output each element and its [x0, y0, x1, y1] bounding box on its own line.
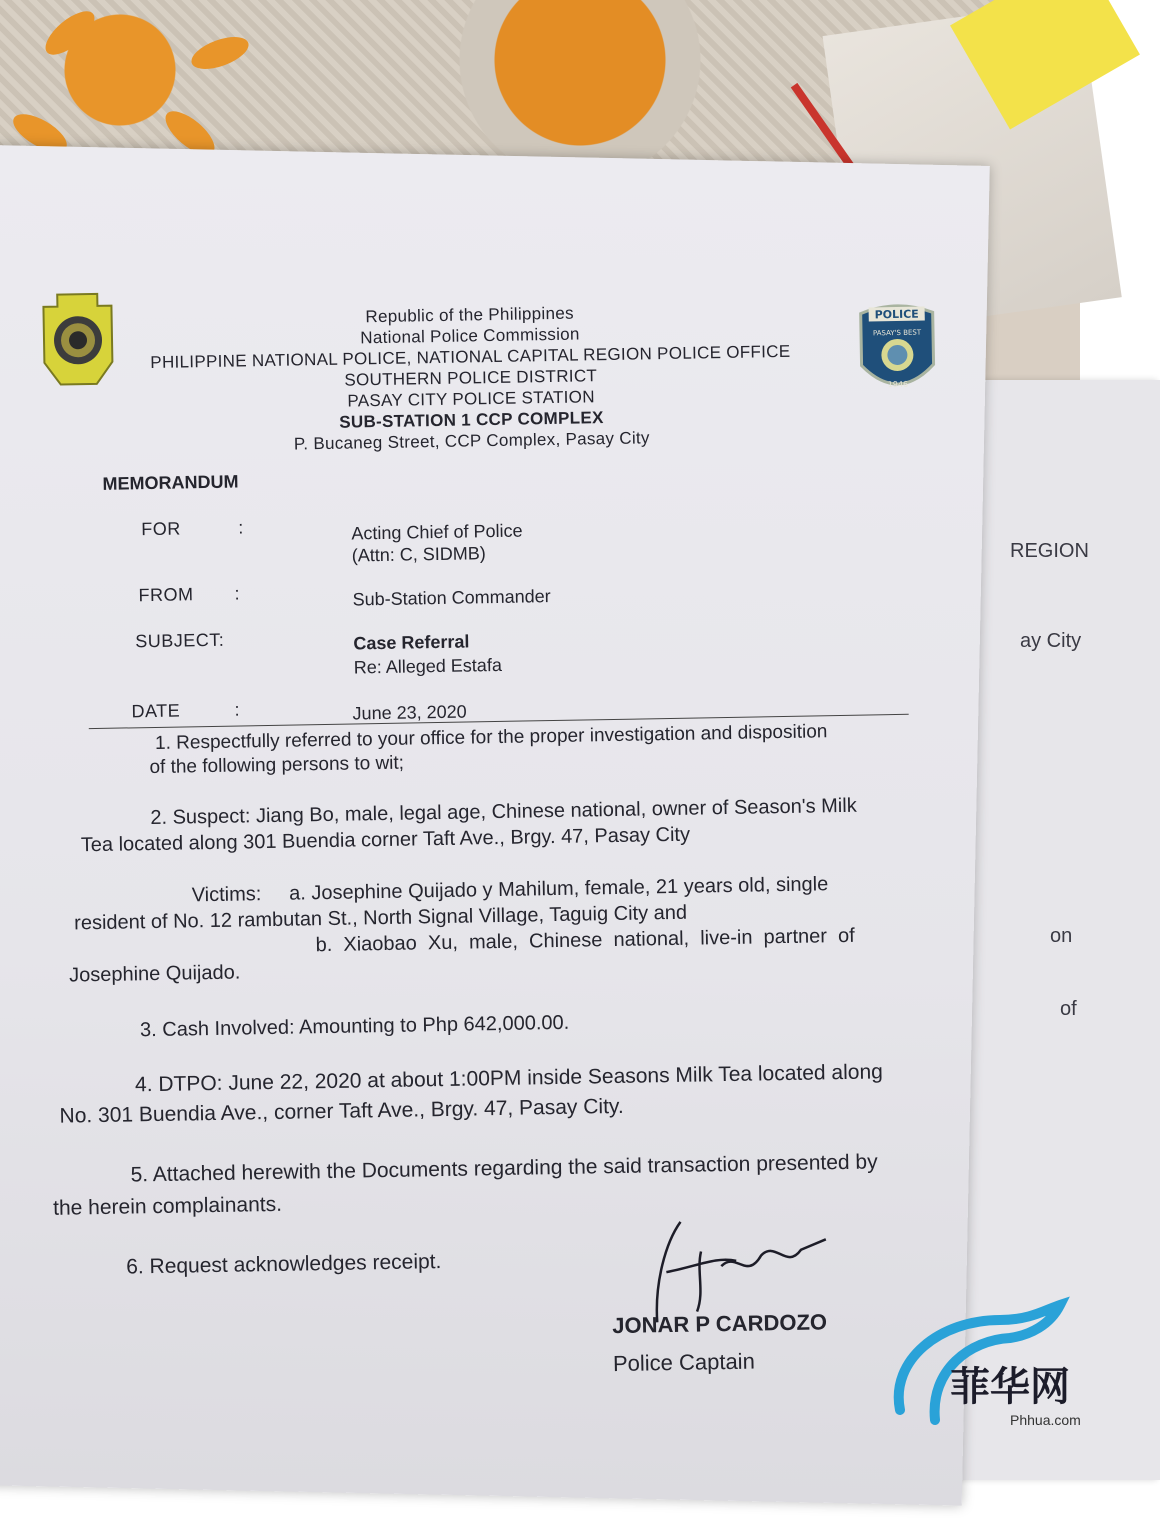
paragraph-3: 3. Cash Involved: Amounting to Php 642,000.00.: [139, 1011, 570, 1042]
subject-label: SUBJECT:: [135, 629, 225, 652]
victims-line4: Josephine Quijado.: [68, 961, 241, 987]
paragraph-2-line1: 2. Suspect: Jiang Bo, male, legal age, Chinese national, owner of Season's Milk: [150, 794, 857, 830]
back-sheet-fragment: of: [1060, 998, 1077, 1020]
paragraph-5-line2: the herein complainants.: [52, 1192, 283, 1220]
date-colon: :: [234, 699, 241, 720]
header-substation: SUB-STATION 1 CCP COMPLEX: [339, 408, 604, 432]
paragraph-2-line2: Tea located along 301 Buendia corner Taft Ave., Brgy. 47, Pasay City: [80, 823, 691, 857]
svg-text:1946: 1946: [887, 379, 909, 390]
header-republic: Republic of the Philippines: [365, 303, 575, 327]
subject-value-line1: Case Referral: [353, 631, 470, 654]
paragraph-6: 6. Request acknowledges receipt.: [126, 1250, 442, 1279]
watermark-text: 菲华网: [950, 1363, 1070, 1410]
date-label: DATE: [131, 700, 181, 722]
signatory-title: Police Captain: [612, 1348, 756, 1377]
memorandum-content: [0, 147, 990, 1504]
memorandum-sheet: [0, 145, 990, 1506]
header-pasay-station: PASAY CITY POLICE STATION: [347, 387, 595, 411]
paragraph-1-line2: of the following persons to wit;: [149, 752, 405, 779]
subject-value-line2: Re: Alleged Estafa: [353, 654, 503, 678]
for-label: FOR: [141, 518, 181, 540]
header-spd: SOUTHERN POLICE DISTRICT: [344, 366, 598, 390]
back-sheet-fragment: REGION: [1010, 540, 1089, 562]
victims-line1: Victims: a. Josephine Quijado y Mahilum, female, 21 years old, single: [191, 873, 829, 907]
victims-line3: b. Xiaobao Xu, male, Chinese national, live-in partner of: [315, 924, 855, 957]
header-pnp-ncrpo: PHILIPPINE NATIONAL POLICE, NATIONAL CAPITAL REGION POLICE OFFICE: [150, 341, 791, 372]
paragraph-1-line1: 1. Respectfully referred to your office for the proper investigation and disposition: [154, 721, 828, 754]
for-colon: :: [238, 517, 245, 538]
header-napolcom: National Police Commission: [360, 324, 580, 348]
from-value: Sub-Station Commander: [352, 586, 551, 610]
header-address: P. Bucaneg Street, CCP Complex, Pasay City: [293, 428, 650, 454]
paragraph-4-line2: No. 301 Buendia Ave., corner Taft Ave., Brgy. 47, Pasay City.: [59, 1094, 624, 1128]
back-sheet-fragment: ay City: [1020, 630, 1082, 652]
from-label: FROM: [138, 584, 194, 606]
paragraph-5-line1: 5. Attached herewith the Documents regarding the said transaction presented by: [130, 1150, 878, 1187]
date-value: June 23, 2020: [352, 701, 467, 724]
for-value-line2: (Attn: C, SIDMB): [351, 543, 486, 566]
watermark-url: Phhua.com: [1010, 1412, 1081, 1428]
for-value-line1: Acting Chief of Police: [351, 520, 523, 544]
paragraph-4-line1: 4. DTPO: June 22, 2020 at about 1:00PM inside Seasons Milk Tea located along: [134, 1060, 884, 1097]
signatory-name: JONAR P CARDOZO: [612, 1309, 828, 1339]
memo-title: MEMORANDUM: [102, 471, 239, 494]
back-sheet-fragment: on: [1050, 925, 1073, 947]
svg-text:POLICE: POLICE: [874, 307, 919, 322]
victims-line2: resident of No. 12 rambutan St., North Signal Village, Taguig City and: [74, 901, 688, 935]
from-colon: :: [234, 583, 241, 604]
svg-text:PASAY'S BEST: PASAY'S BEST: [872, 328, 922, 338]
